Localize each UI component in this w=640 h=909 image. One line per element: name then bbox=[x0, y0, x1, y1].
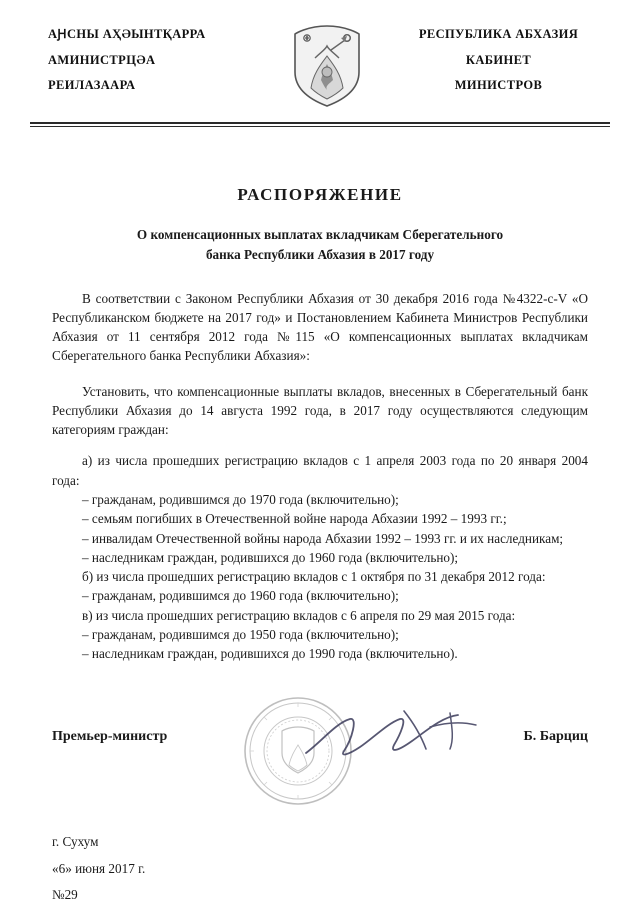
document-body bbox=[0, 185, 640, 663]
divider-line-thick bbox=[30, 122, 610, 124]
list-item: – инвалидам Отечественной войны народа Абхазии 1992 – 1993 гг. и их наследникам; bbox=[82, 530, 564, 546]
signature-city: г. Сухум bbox=[52, 834, 99, 850]
list-item: – гражданам, родившимся до 1950 года (включительно); bbox=[82, 626, 399, 642]
list-item: – гражданам, родившимся до 1970 года (включительно); bbox=[82, 491, 399, 507]
signature-name: Б. Барциц bbox=[523, 729, 588, 745]
paragraph-legal-basis: В соответствии с Законом Республики Абхазия от 30 декабря 2016 года №4322-с-V «О Республиканском бюджете на 2017 год» и Постановлением Кабинета Министров Республики Абхазия от 11 сентября 2012 года №115 «О компенсационных выплатах вкладчикам Сберегательного банка Республики Абхазия»: bbox=[52, 290, 588, 364]
emblem-container bbox=[267, 22, 387, 108]
header-right-line-2: КАБИНЕТ bbox=[465, 52, 532, 67]
document-header bbox=[0, 0, 640, 108]
header-left-line-3: РЕИЛАЗААРА bbox=[48, 78, 136, 93]
paragraph-resolution: Установить, что компенсационные выплаты вкладов, внесенных в Сберегательный банк Республики Абхазия до 14 августа 1992 года, в 2017 году осуществляются следующим категориям граждан: bbox=[52, 383, 588, 438]
list-item: б) из числа прошедших регистрацию вкладов с 1 октября по 31 декабря 2012 года: bbox=[82, 569, 546, 585]
list-item: – наследникам граждан, родившихся до 1960 года (включительно); bbox=[82, 549, 459, 565]
document-title: РАСПОРЯЖЕНИЕ bbox=[237, 185, 403, 204]
document-number: №29 bbox=[52, 887, 78, 903]
header-right-line-3: МИНИСТРОВ bbox=[454, 78, 543, 93]
handwritten-signature-icon bbox=[300, 705, 490, 775]
header-divider bbox=[30, 122, 610, 127]
list-item: а) из числа прошедших регистрацию вкладов с 1 апреля 2003 года по 20 января 2004 года: bbox=[52, 453, 588, 488]
document-subtitle-line-1: О компенсационных выплатах вкладчикам Сберегательного bbox=[136, 227, 504, 242]
header-right-block bbox=[391, 22, 606, 99]
list-item: – семьям погибших в Отечественной войне народа Абхазии 1992 – 1993 гг.; bbox=[82, 511, 507, 527]
signature-block bbox=[0, 703, 640, 823]
list-item: – наследникам граждан, родившихся до 1990 года (включительно). bbox=[82, 646, 458, 662]
header-left-line-1: АԨСНЫ АҲӘЫНТҚАРРА bbox=[48, 27, 206, 41]
list-item: – гражданам, родившимся до 1960 года (включительно); bbox=[82, 588, 399, 604]
document-subtitle bbox=[52, 225, 588, 265]
abkhazia-coat-of-arms-icon bbox=[291, 24, 363, 108]
signature-role: Премьер-министр bbox=[52, 729, 168, 745]
header-left-line-2: АМИНИСТРЦӘА bbox=[48, 52, 156, 67]
signature-meta bbox=[0, 829, 640, 908]
document-subtitle-line-2: банка Республики Абхазия в 2017 году bbox=[205, 246, 435, 262]
header-right-line-1: РЕСПУБЛИКА АБХАЗИЯ bbox=[418, 27, 579, 41]
categories-list bbox=[52, 451, 588, 663]
divider-line-thin bbox=[30, 126, 610, 127]
list-item: в) из числа прошедших регистрацию вкладов с 6 апреля по 29 мая 2015 года: bbox=[82, 607, 516, 623]
header-left-block bbox=[34, 22, 263, 99]
signature-date: «6» июня 2017 г. bbox=[52, 860, 146, 876]
